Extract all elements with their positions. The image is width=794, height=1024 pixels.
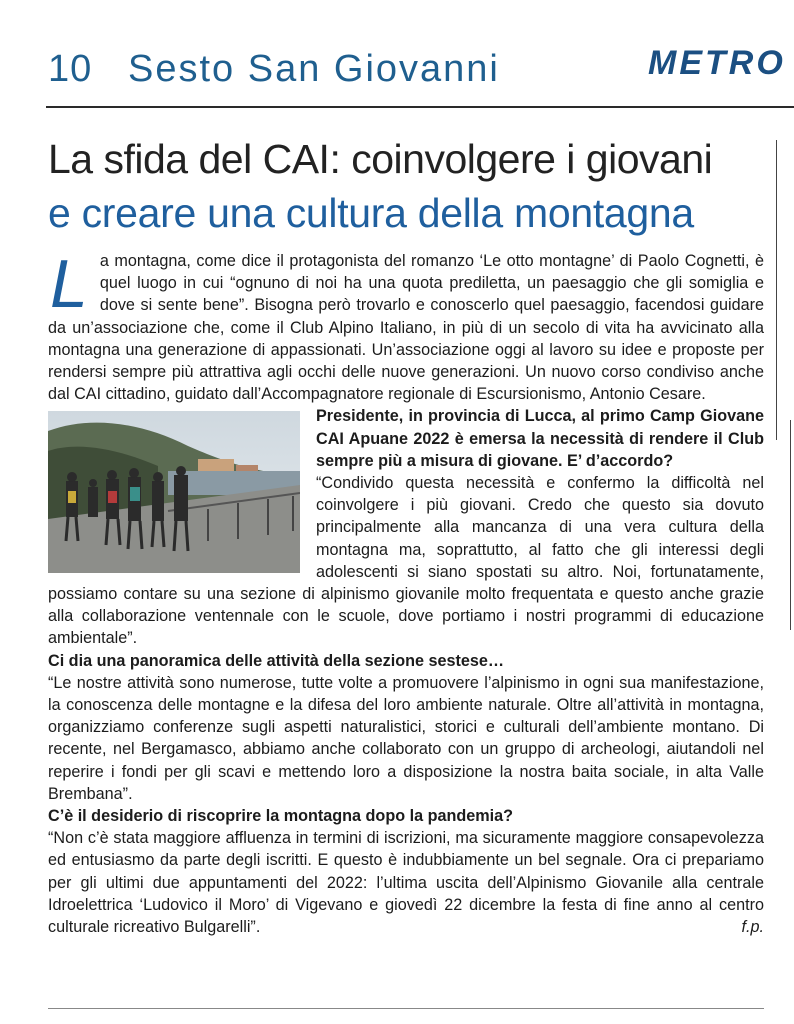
subheadline: e creare una cultura della montagna [48, 190, 694, 236]
question-2: Ci dia una panoramica delle attività della sezione sestese… [48, 651, 505, 670]
footer-divider [48, 1008, 764, 1009]
article-body [48, 246, 764, 938]
answer-3 [48, 827, 764, 938]
column-divider [776, 140, 777, 440]
author-signature: f.p. [741, 918, 764, 937]
headline: La sfida del CAI: coinvolgere i giovani [48, 136, 713, 182]
question-3: C’è il desiderio di riscoprire la montagna dopo la pandemia? [48, 807, 514, 826]
answer-2: “Le nostre attività sono numerose, tutte volte a promuovere l’alpinismo in ogni sua manifestazione, la conoscenza delle montagne e la difesa del loro ambiente naturale. Oltre all’attività in montagna, organizziamo conferenze sugli aspetti naturalistici, storici e culturali dell’ambiente montano. Di recente, nel Bergamasco, abbiamo anche collaborato con un gruppo di archeologi, aiutandoli nel reperire i fondi per gli scavi e mettendo loro a disposizione la nostra baita sociale, in alta Valle Brembana”. [48, 673, 764, 803]
column-divider-lower [790, 420, 791, 630]
question-1: Presidente, in provincia di Lucca, al primo Camp Giovane CAI Apuane 2022 è emersa la necessità di rendere il Club sempre più a misura di giovane. E’ d’accordo? [316, 407, 764, 470]
section-title: Sesto San Giovanni [128, 48, 500, 90]
answer-1: “Condivido questa necessità e confermo la difficoltà nel coinvolgere i più giovani. Credo che questo sia dovuto principalmente alla mancanza di una vera cultura della montagna ma, soprattutto, al fatto che gli interessi degli adolescenti si siano spostati su altro. Noi, fortunatamente, possiamo contare su una sezione di alpinismo giovanile molto frequentata e questo anche grazie alla collaborazione ventennale con le scuole, dove portiamo i nostri programmi di educazione ambientale”. [48, 474, 764, 648]
hikers-photo [48, 411, 300, 573]
page-number: 10 [48, 48, 93, 90]
header-divider [46, 106, 794, 108]
brand-logo: METRO [648, 44, 786, 82]
answer-3-text: “Non c’è stata maggiore affluenza in termini di iscrizioni, ma sicuramente maggiore consapevolezza ed entusiasmo da parte degli iscritti. E questo è indubbiamente un bel segnale. Ora ci prepariamo per gli ultimi due appuntamenti del 2022: l’ultima uscita dell’Alpinismo Giovanile alla centrale Idroelettrica ‘Ludovico il Moro’ di Vigevano e giovedì 22 dicembre la festa di fine anno al centro culturale ricreativo Bulgarelli”. [48, 829, 764, 937]
intro-paragraph: a montagna, come dice il protagonista del romanzo ‘Le otto montagne’ di Paolo Cognetti, è quel luogo in cui “ognuno di noi ha una quota prediletta, un paesaggio che gli somiglia e dove si sente bene”. Bisogna però trovarlo e conoscerlo quel paesaggio, facendosi guidare da un’associazione che, come il Club Alpino Italiano, in più di un secolo di vita ha avvicinato alla montagna una generazione di appassionati. Un’associazione oggi al lavoro su idee e proposte per rendersi sempre più attrattiva agli occhi delle nuove generazioni. Un nuovo corso condiviso anche dal CAI cittadino, guidato dall’Accompagnatore regionale di Escursionismo, Antonio Cesare. [48, 252, 764, 404]
drop-cap: L [50, 246, 88, 322]
page-header [0, 0, 794, 108]
